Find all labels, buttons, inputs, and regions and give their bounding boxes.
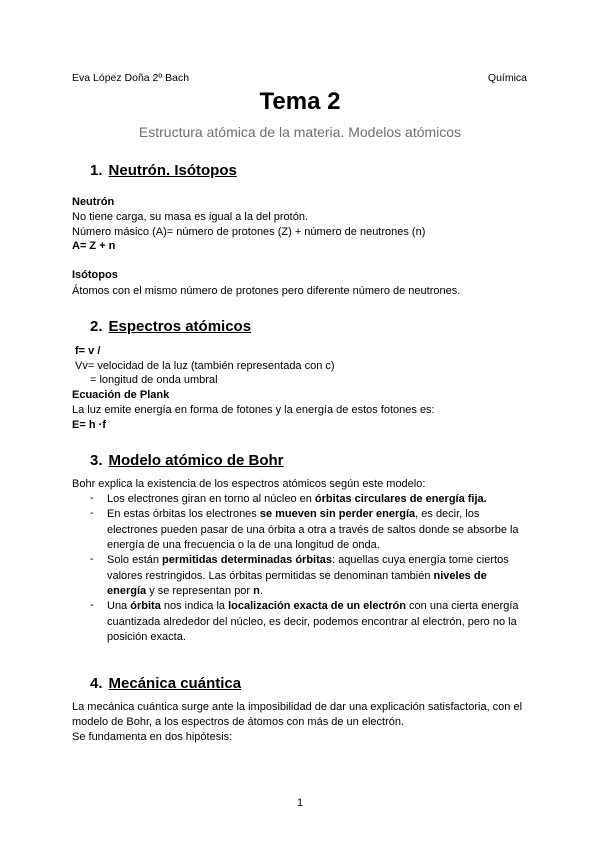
list-item-text: En estas órbitas los electrones se mueven sin perder energía, es decir, los electrones pueden pasar de una órbita a otra a través de saltos donde se absorbe la energía de una frecuencia o la de una longitud de onda.: [107, 508, 519, 551]
section-heading-2: [90, 318, 251, 335]
text-line: = longitud de onda umbral: [90, 374, 218, 386]
header-subject: Química: [487, 72, 527, 84]
subheading-isotopes: Isótopos: [72, 269, 118, 281]
list-item-text: Los electrones giran en torno al núcleo en órbitas circulares de energía fija.: [107, 493, 487, 505]
section-heading-3: [90, 452, 284, 469]
section-title: Neutrón. Isótopos: [108, 162, 237, 179]
text-line: Vv= velocidad de la luz (también representada con c): [75, 360, 335, 372]
text-line: Bohr explica la existencia de los espectros atómicos según este modelo:: [72, 478, 426, 490]
bullet-dash: -: [90, 599, 94, 611]
text-line: No tiene carga, su masa es igual a la del protón.: [72, 211, 309, 223]
text-line: modelo de Bohr, a los espectros de átomos con más de un electrón.: [72, 716, 405, 728]
page-title: Tema 2: [259, 88, 341, 115]
list-item-text: Solo están permitidas determinadas órbitas: aquellas cuya energía tome ciertos valores restringidos. Las órbitas permitidas se denominan también niveles de energía y se representan por n.: [107, 554, 509, 597]
section-number: 1.: [90, 162, 103, 179]
section-title: Modelo atómico de Bohr: [108, 452, 284, 469]
section-heading-4: [90, 675, 241, 692]
subheading-neutron: Neutrón: [72, 196, 115, 208]
formula-frequency: f= v /: [75, 345, 101, 357]
section-title: Mecánica cuántica: [108, 675, 242, 692]
text-line: Número másico (A)= número de protones (Z) + número de neutrones (n): [72, 226, 426, 238]
section-number: 3.: [90, 452, 103, 469]
section-number: 2.: [90, 318, 103, 335]
text-line: La luz emite energía en forma de fotones y la energía de estos fotones es:: [72, 404, 435, 416]
page-subtitle: Estructura atómica de la materia. Modelos atómicos: [138, 124, 462, 140]
bullet-dash: -: [90, 553, 94, 565]
text-line: La mecánica cuántica surge ante la imposibilidad de dar una explicación satisfactoria, con el: [72, 701, 523, 713]
bullet-dash: -: [90, 507, 94, 519]
formula-mass-number: A= Z + n: [72, 240, 116, 252]
header-author: Eva López Doña 2º Bach: [72, 72, 190, 84]
bullet-dash: -: [90, 492, 94, 504]
formula-planck: E= h ·f: [72, 419, 106, 431]
section-number: 4.: [90, 675, 103, 692]
text-line: Átomos con el mismo número de protones pero diferente número de neutrones.: [72, 285, 461, 297]
subheading-planck: Ecuación de Plank: [72, 389, 170, 401]
section-heading-1: [90, 162, 237, 179]
page-number: 1: [296, 797, 304, 809]
section-title: Espectros atómicos: [108, 318, 252, 335]
text-line: Se fundamenta en dos hipótesis:: [72, 731, 233, 743]
list-item-text: Una órbita nos indica la localización exacta de un electrón con una cierta energía cuantizada alrededor del núcleo, es decir, podemos encontrar al electrón, pero no la posición exacta.: [107, 600, 519, 643]
